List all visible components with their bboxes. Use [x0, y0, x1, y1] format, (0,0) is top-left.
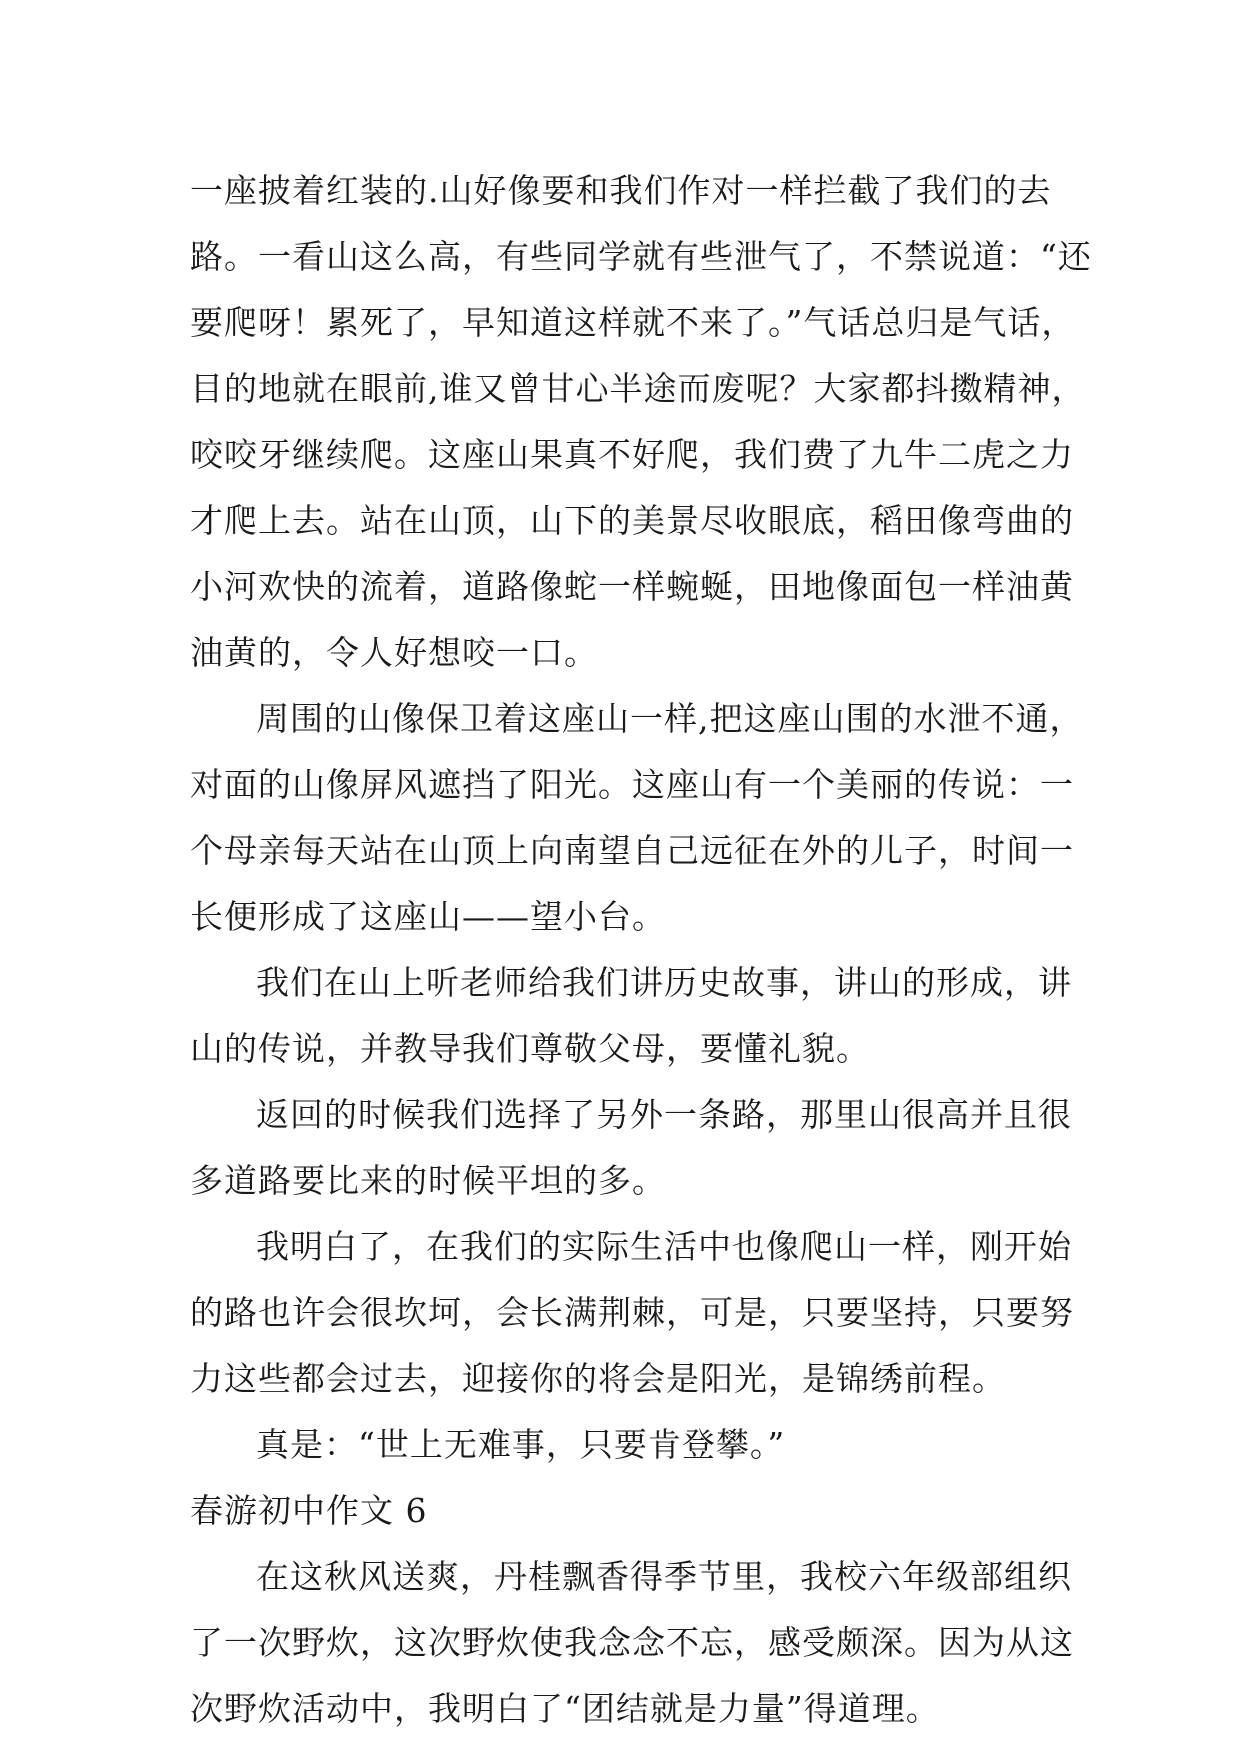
- paragraph-start-line: 返回的时候我们选择了另外一条路，那里山很高并且很: [256, 1095, 1072, 1134]
- paragraph-start-line: 在这秋风送爽，丹桂飘香得季节里，我校六年级部组织: [256, 1557, 1072, 1596]
- article-body: [190, 158, 1092, 1742]
- text-line: 的路也许会很坎坷，会长满荆棘，可是，只要坚持，只要努: [190, 1293, 1074, 1332]
- text-line: 咬咬牙继续爬。这座山果真不好爬，我们费了九牛二虎之力: [190, 435, 1074, 474]
- text-line: 小河欢快的流着，道路像蛇一样蜿蜒，田地像面包一样油黄: [190, 567, 1074, 606]
- text-line: 路。一看山这么高，有些同学就有些泄气了，不禁说道：“还: [190, 237, 1092, 276]
- text-line: 次野炊活动中，我明白了“团结就是力量”得道理。: [190, 1689, 940, 1728]
- text-line: 才爬上去。站在山顶，山下的美景尽收眼底，稻田像弯曲的: [190, 501, 1074, 540]
- paragraph-start-line: 周围的山像保卫着这座山一样,把这座山围的水泄不通，: [256, 699, 1084, 738]
- text-line: 力这些都会过去，迎接你的将会是阳光，是锦绣前程。: [190, 1359, 1006, 1398]
- paragraph-start-line: 我们在山上听老师给我们讲历史故事，讲山的形成，讲: [256, 963, 1072, 1002]
- text-line: 一座披着红装的.山好像要和我们作对一样拦截了我们的去: [190, 171, 1052, 210]
- text-line: 多道路要比来的时候平坦的多。: [190, 1161, 666, 1200]
- text-line: 油黄的，令人好想咬一口。: [190, 633, 598, 672]
- text-line: 对面的山像屏风遮挡了阳光。这座山有一个美丽的传说：一: [190, 765, 1074, 804]
- paragraph-start-line: 真是：“世上无难事，只要肯登攀。”: [256, 1425, 786, 1464]
- text-line: 长便形成了这座山——望小台。: [190, 897, 666, 936]
- paragraph-start-line: 我明白了，在我们的实际生活中也像爬山一样，刚开始: [256, 1227, 1072, 1266]
- text-line: 目的地就在眼前,谁又曾甘心半途而废呢？大家都抖擞精神，: [190, 369, 1086, 408]
- section-heading: 春游初中作文 6: [190, 1491, 428, 1530]
- text-line: 山的传说，并教导我们尊敬父母，要懂礼貌。: [190, 1029, 870, 1068]
- text-line: 了一次野炊，这次野炊使我念念不忘，感受颇深。因为从这: [190, 1623, 1074, 1662]
- text-line: 个母亲每天站在山顶上向南望自己远征在外的儿子，时间一: [190, 831, 1074, 870]
- text-line: 要爬呀！累死了，早知道这样就不来了。”气话总归是气话，: [190, 303, 1076, 342]
